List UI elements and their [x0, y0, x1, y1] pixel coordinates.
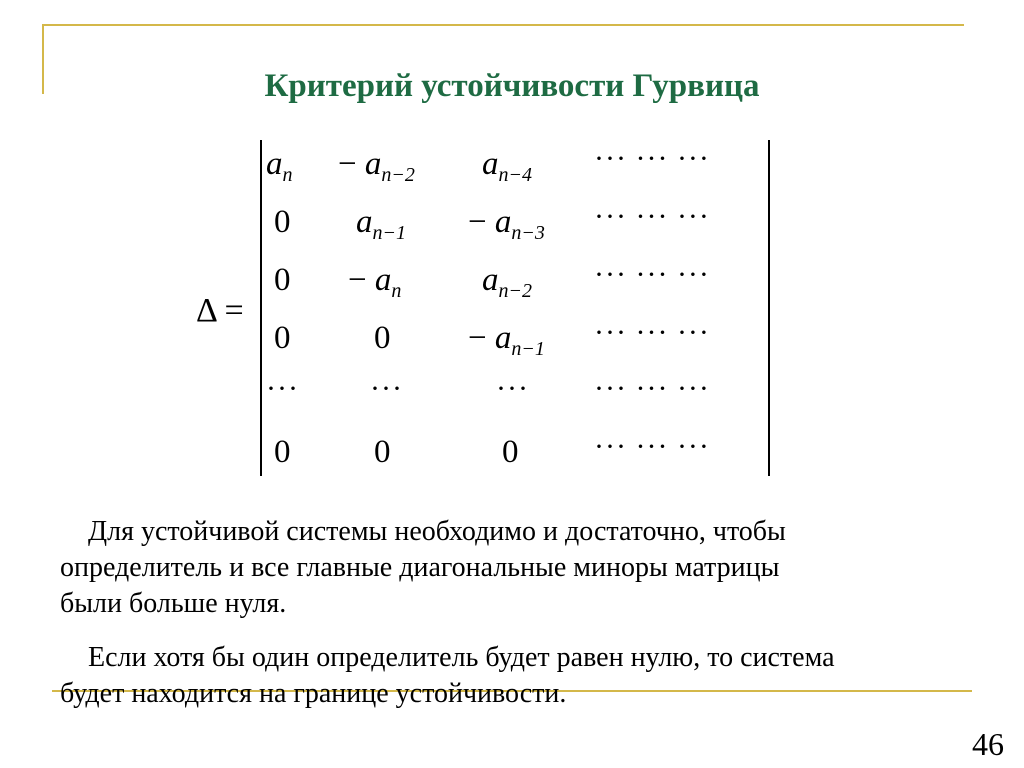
matrix-cell-r4c1: 0 — [274, 320, 291, 356]
matrix-dots-r5: ··· ··· ··· — [594, 372, 710, 405]
body-line: были больше нуля. — [60, 588, 287, 619]
matrix-cell-r2c3: − $a_{n-3}$ — [468, 204, 545, 244]
matrix-cell-r4c3: − $a_{n-1}$ — [468, 320, 545, 360]
slide-number: 46 — [972, 726, 1004, 762]
matrix-cell-r1c1: $a_n$ — [266, 146, 293, 186]
matrix-cell-r2c2: $a_{n-1}$ — [356, 204, 406, 244]
matrix-ellipsis-r5c3: ··· — [496, 372, 529, 405]
matrix-cell-r1c3: $a_{n-4}$ — [482, 146, 532, 186]
matrix-cell-r3c3: $a_{n-2}$ — [482, 262, 532, 302]
matrix-dots-r2: ··· ··· ··· — [594, 200, 710, 233]
matrix-cell-r6c1: 0 — [274, 434, 291, 470]
matrix-cell-r4c2: 0 — [374, 320, 391, 356]
matrix-cell-r3c1: 0 — [274, 262, 291, 298]
determinant-left-bar — [260, 140, 262, 476]
matrix-ellipsis-r5c1: ··· — [266, 372, 299, 405]
matrix-dots-r3: ··· ··· ··· — [594, 258, 710, 291]
frame-top-line — [42, 24, 964, 26]
body-line: Для устойчивой системы необходимо и достаточно, чтобы — [88, 516, 786, 547]
body-paragraph-1 — [60, 514, 960, 622]
determinant-right-bar — [768, 140, 770, 476]
matrix-ellipsis-r5c2: ··· — [370, 372, 403, 405]
matrix-cell-r6c3: 0 — [502, 434, 519, 470]
matrix-cell-r1c2: − $a_{n-2}$ — [338, 146, 415, 186]
body-line: определитель и все главные диагональные миноры матрицы — [60, 552, 780, 583]
matrix-dots-r1: ··· ··· ··· — [594, 142, 710, 175]
matrix-dots-r6: ··· ··· ··· — [594, 430, 710, 463]
matrix-cell-r6c2: 0 — [374, 434, 391, 470]
slide-title: Критерий устойчивости Гурвица — [264, 68, 760, 104]
matrix-cell-r2c1: 0 — [274, 204, 291, 240]
body-line: будет находится на границе устойчивости. — [60, 678, 567, 709]
matrix-dots-r4: ··· ··· ··· — [594, 316, 710, 349]
body-paragraph-2 — [60, 640, 960, 712]
body-line: Если хотя бы один определитель будет равен нулю, то система — [88, 642, 835, 673]
matrix-cell-r3c2: − $a_n$ — [348, 262, 402, 302]
determinant-label: Δ = — [196, 292, 244, 329]
